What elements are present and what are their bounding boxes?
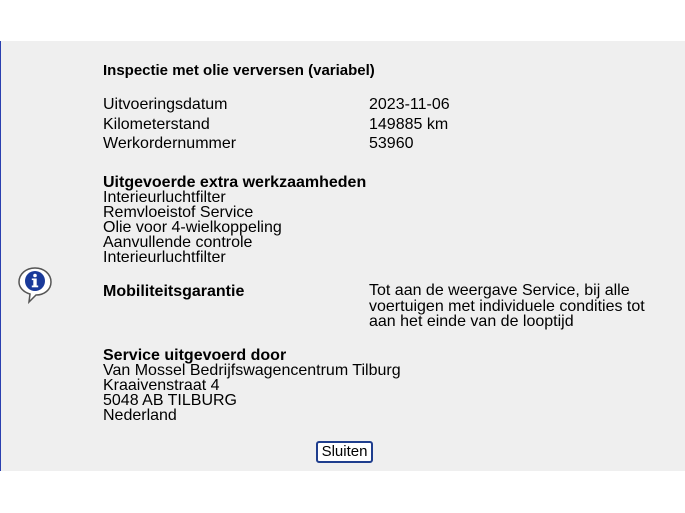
page-title: Inspectie met olie verversen (variabel) <box>103 62 375 79</box>
mobility-text: Tot aan de weergave Service, bij alle voertuigen met individuele condities tot aan het einde van de looptijd <box>369 282 645 330</box>
detail-value: 149885 km <box>369 116 449 133</box>
detail-value: 2023-11-06 <box>369 96 450 113</box>
service-by-line: 5048 AB TILBURG <box>103 392 237 409</box>
detail-value: 53960 <box>369 135 414 152</box>
mobility-label: Mobiliteitsgarantie <box>103 283 245 300</box>
extra-work-item: Olie voor 4-wielkoppeling <box>103 219 282 236</box>
service-by-line: Nederland <box>103 407 177 424</box>
service-by-section <box>103 348 401 423</box>
extra-work-item: Interieurluchtfilter <box>103 249 226 266</box>
service-by-line: Van Mossel Bedrijfswagencentrum Tilburg <box>103 362 401 379</box>
service-by-heading: Service uitgevoerd door <box>103 347 287 364</box>
info-icon <box>15 264 55 304</box>
extra-work-item: Interieurluchtfilter <box>103 189 226 206</box>
extra-work-heading: Uitgevoerde extra werkzaamheden <box>103 174 367 191</box>
close-button[interactable]: Sluiten <box>316 441 373 463</box>
extra-work-item: Remvloeistof Service <box>103 204 254 221</box>
detail-label: Kilometerstand <box>103 116 210 133</box>
service-by-line: Kraaivenstraat 4 <box>103 377 220 394</box>
extra-work-item: Aanvullende controle <box>103 234 253 251</box>
detail-label: Werkordernummer <box>103 135 237 152</box>
detail-label: Uitvoeringsdatum <box>103 96 228 113</box>
extra-work-section <box>103 175 366 265</box>
